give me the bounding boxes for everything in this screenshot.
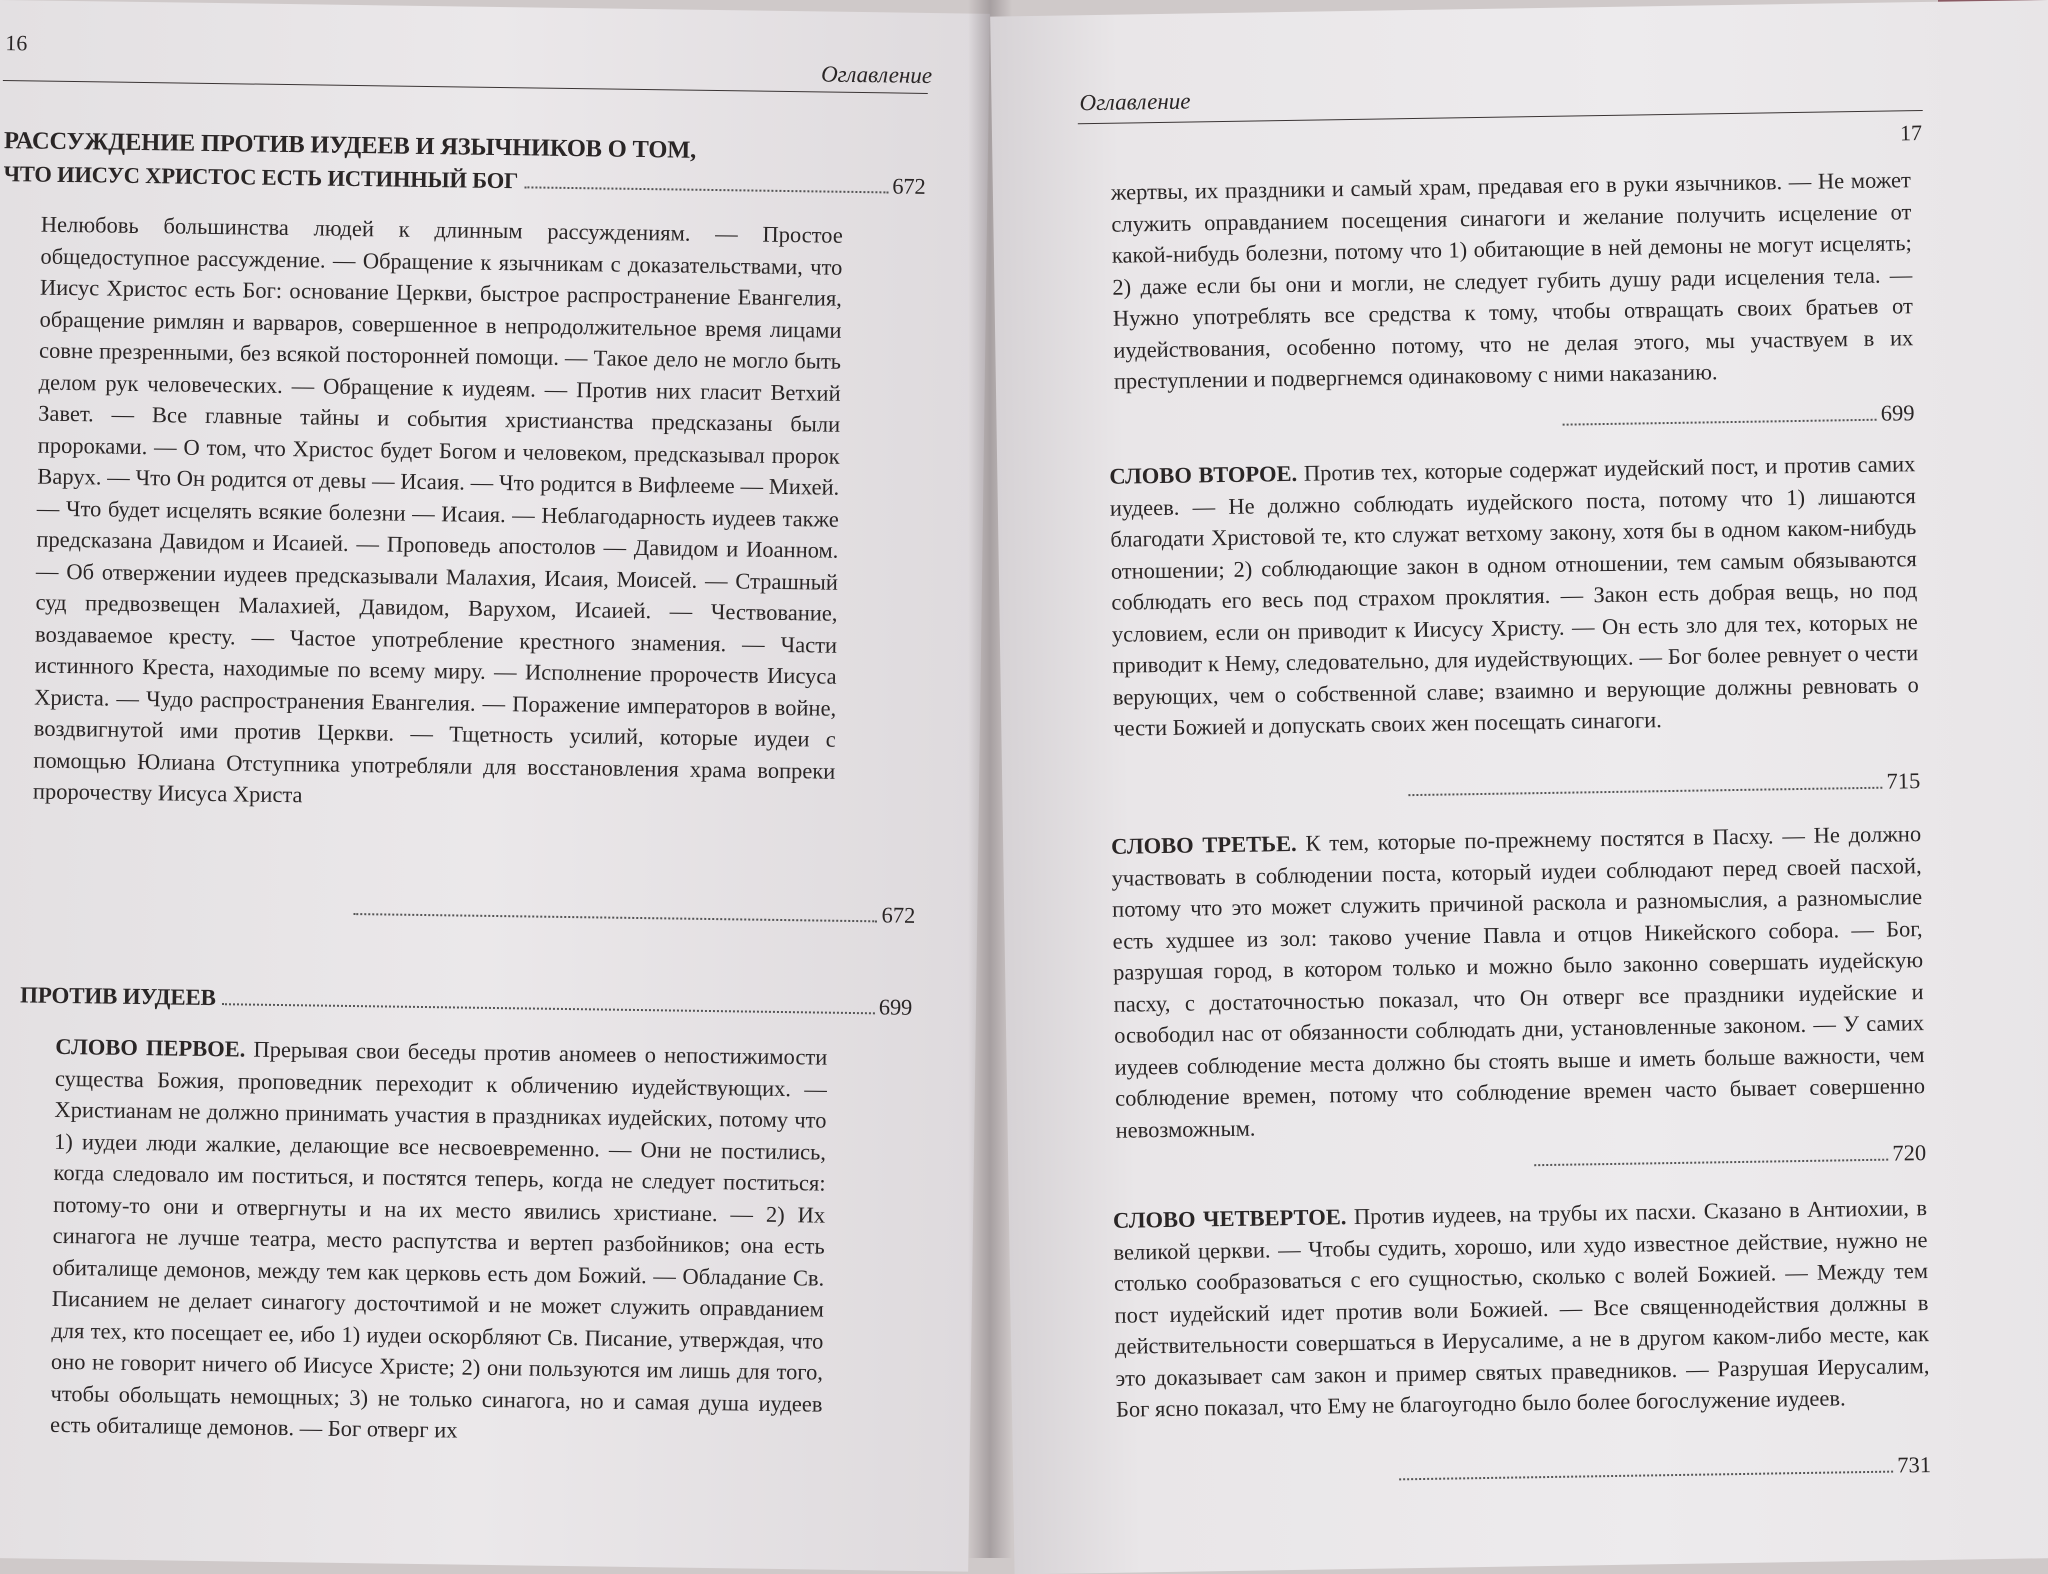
continued-page: 699 [1880,400,1915,426]
leader-dots [353,913,877,922]
page-number-right: 17 [1899,119,1923,146]
section1-title-line1: РАССУЖДЕНИЕ ПРОТИВ ИУДЕЕВ И ЯЗЫЧНИКОВ О ТОМ, [3,127,697,164]
word3-page-row [1528,1140,1926,1172]
page-number-left: 16 [5,30,28,56]
word4-page-row [1393,1452,1931,1486]
word2-page: 715 [1886,768,1921,794]
header-rule-right [1078,110,1923,124]
section1-summary [33,209,843,819]
word3-text: К тем, которые по-прежнему постятся в Пасху. — Не должно участвовать в соблюдении поста, который иудеи соблюдают перед своей пасхой, потому что это может служить причиной раскола и разномыслия, а разномыслие есть худшее из зол: таково учение Павла и отцов Никейского собора. — Бог, разрушая город, в котором только и можно было законно совершать иудейскую пасху, с достаточностью показал, что Он отверг все праздники иудейские и освободил нас от обязанности соблюдать дни, установленные законом. — У самих иудеев соблюдение места должно бы стоять выше и иметь больше важности, чем соблюдение времен, потому что соблюдение времен часто бывает совершенно невозможным. [1111,821,1926,1143]
leader-dots [1563,419,1877,426]
word3-paragraph [1111,818,1926,1146]
section1-title-row [3,157,925,203]
section2-title-row [20,978,912,1023]
word4-page: 731 [1897,1452,1932,1478]
running-head-right: Оглавление [1079,88,1191,116]
left-page [0,0,990,1572]
word4-label: СЛОВО ЧЕТВЕРТОЕ. [1112,1204,1347,1233]
continued-page-row [1556,400,1914,432]
word1-paragraph [50,1031,828,1451]
section1-title-line2: ЧТО ИИСУС ХРИСТОС ЕСТЬ ИСТИННЫЙ БОГ [3,161,519,194]
word2-label: СЛОВО ВТОРОЕ. [1109,460,1298,489]
leader-dots [1408,787,1882,796]
right-page [990,0,2048,1574]
continued-text: жертвы, их праздники и самый храм, предавая его в руки язычников. — Не может служить оправданием посещения синагоги и желание получить исцеление от какой-нибудь болезни, потому что 1) обитающие в ней демоны не могут исцелять; 2) даже если бы они и могли, не следует губить душу ради исцеления тела. — Нужно употреблять все средства к тому, чтобы отвращать своих братьев от иудействования, особенно потому, что не делая этого, мы участвуем в их преступлении и подвергнемся одинаковому с ними наказанию. [1110,167,1914,394]
section1-title-page: 672 [892,173,926,199]
continued-paragraph [1111,164,1914,397]
section1-summary-page-row [347,895,915,929]
section1-summary-page: 672 [881,902,916,928]
running-head-left: Оглавление [820,61,933,89]
word4-text: Против иудеев, на трубы их пасхи. Сказано в Антиохии, в великой церкви. — Чтобы судить, хорошо, или худо известное действие, нужно не столько сообразоваться с его сущностью, сколько с волей Божией. — Между тем пост иудейский идет против воли Божией. — Все священнодействия должны в действительности совершаться в Иерусалиме, а не в другом каком-либо месте, как это доказывает сам закон и пример святых праведников. — Разрушая Иерусалим, Бог ясно показал, что Ему не благоугодно было более богослужение иудеев. [1113,1195,1930,1422]
section1-summary-text: Нелюбовь большинства людей к длинным рассуждениям. — Простое общедоступное рассуждение. — Обращение к язычникам с доказательствами, что Иисус Христос есть Бог: основание Церкви, быстрое распространение Евангелия, обращение римлян и варваров, совершенное в непродолжительное время лицами совне презренными, без всякой посторонней помощи. — Такое дело не могло быть делом рук человеческих. — Обращение к иудеям. — Против них гласит Ветхий Завет. — Все главные тайны и события христианства предсказаны были пророками. — О том, что Христос будет Богом и человеком, предсказывал пророк Варух. — Что Он родится от девы — Исаия. — Что родится в Вифлееме — Михей. — Что будет исцелять всякие болезни — Исаия. — Неблагодарность иудеев также предсказана Давидом и Исаией. — Проповедь апостолов — Давидом и Иоанном. — Об отвержении иудеев предсказывали Малахия, Исаия, Моисей. — Страшный суд предвозвещен Малахией, Давидом, Варухом, Исаией. — Чествование, воздаваемое кресту. — Частое употребление крестного знамения. — Части истинного Креста, находимые по всему миру. — Исполнение пророчеств Иисуса Христа. — Чудо распространения Евангелия. — Поражение императоров в войне, воздвигнутой ими против Церкви. — Тщетность усилий, которые иудеи с помощью Юлиана Отступника употребляли для восстановления храма вопреки пророчеству Иисуса Христа [32,211,843,808]
word1-text: Прерывая свои беседы против аномеев о непостижимости существа Божия, проповедник переходит к обличению иудействующих. — Христианам не должно принимать участия в праздниках иудейских, потому что 1) иудеи люди жалкие, делающие все несвоевременно. — Они не постились, когда следовало им поститься, и постятся теперь, когда не следует поститься: потому-то они и отвергнуты и на их место явились христиане. — 2) Их синагога не лучше театра, место распутства и вертеп разбойников; она есть обиталище демонов, между тем как церковь есть дом Божий. — Обладание Св. Писанием не делает синагогу досточтимой и не может служить оправданием для тех, кто посещает ее, ибо 1) иудеи оскорбляют Св. Писание, утверждая, что оно не говорит ничего об Иисусе Христе; 2) они пользуются им лишь для того, чтобы обольщать немощных; 3) не только синагога, но и самая душа иудеев есть обиталище демонов. — Бог отверг их [49,1036,828,1443]
word2-page-row [1402,768,1920,802]
header-rule-left [3,80,928,94]
word3-label: СЛОВО ТРЕТЬЕ. [1110,830,1297,859]
word2-text: Против тех, которые содержат иудейский пост, и против самих иудеев. — Не должно соблюдать иудейского поста, потому что 1) лишаются благодати Христовой те, кто служат ветхому закону, хотя бы в одном каком-нибудь отношении; 2) соблюдающие закон в одном отношении, тем самым обязываются соблюдать его весь под страхом проклятия. — Закон есть добрая вещь, но под условием, если он приводит к Иисусу Христу. — Он есть зло для тех, которых не приводит к Нему, следовательно, для иудействующих. — Бог более ревнует о чести верующих, чем о собственной славе; взаимно и верующие должны ревновать о чести Божией и допускать своих жен посещать синагоги. [1109,451,1919,741]
word3-page: 720 [1892,1140,1927,1166]
word2-paragraph [1109,448,1919,744]
word1-label: СЛОВО ПЕРВОЕ. [55,1033,246,1062]
section2-title: ПРОТИВ ИУДЕЕВ [19,982,216,1011]
leader-dots [524,186,888,193]
leader-dots [1399,1471,1893,1481]
word4-paragraph [1113,1192,1930,1425]
leader-dots [222,1003,875,1014]
leader-dots [1534,1159,1888,1167]
section2-title-page: 699 [878,994,913,1020]
